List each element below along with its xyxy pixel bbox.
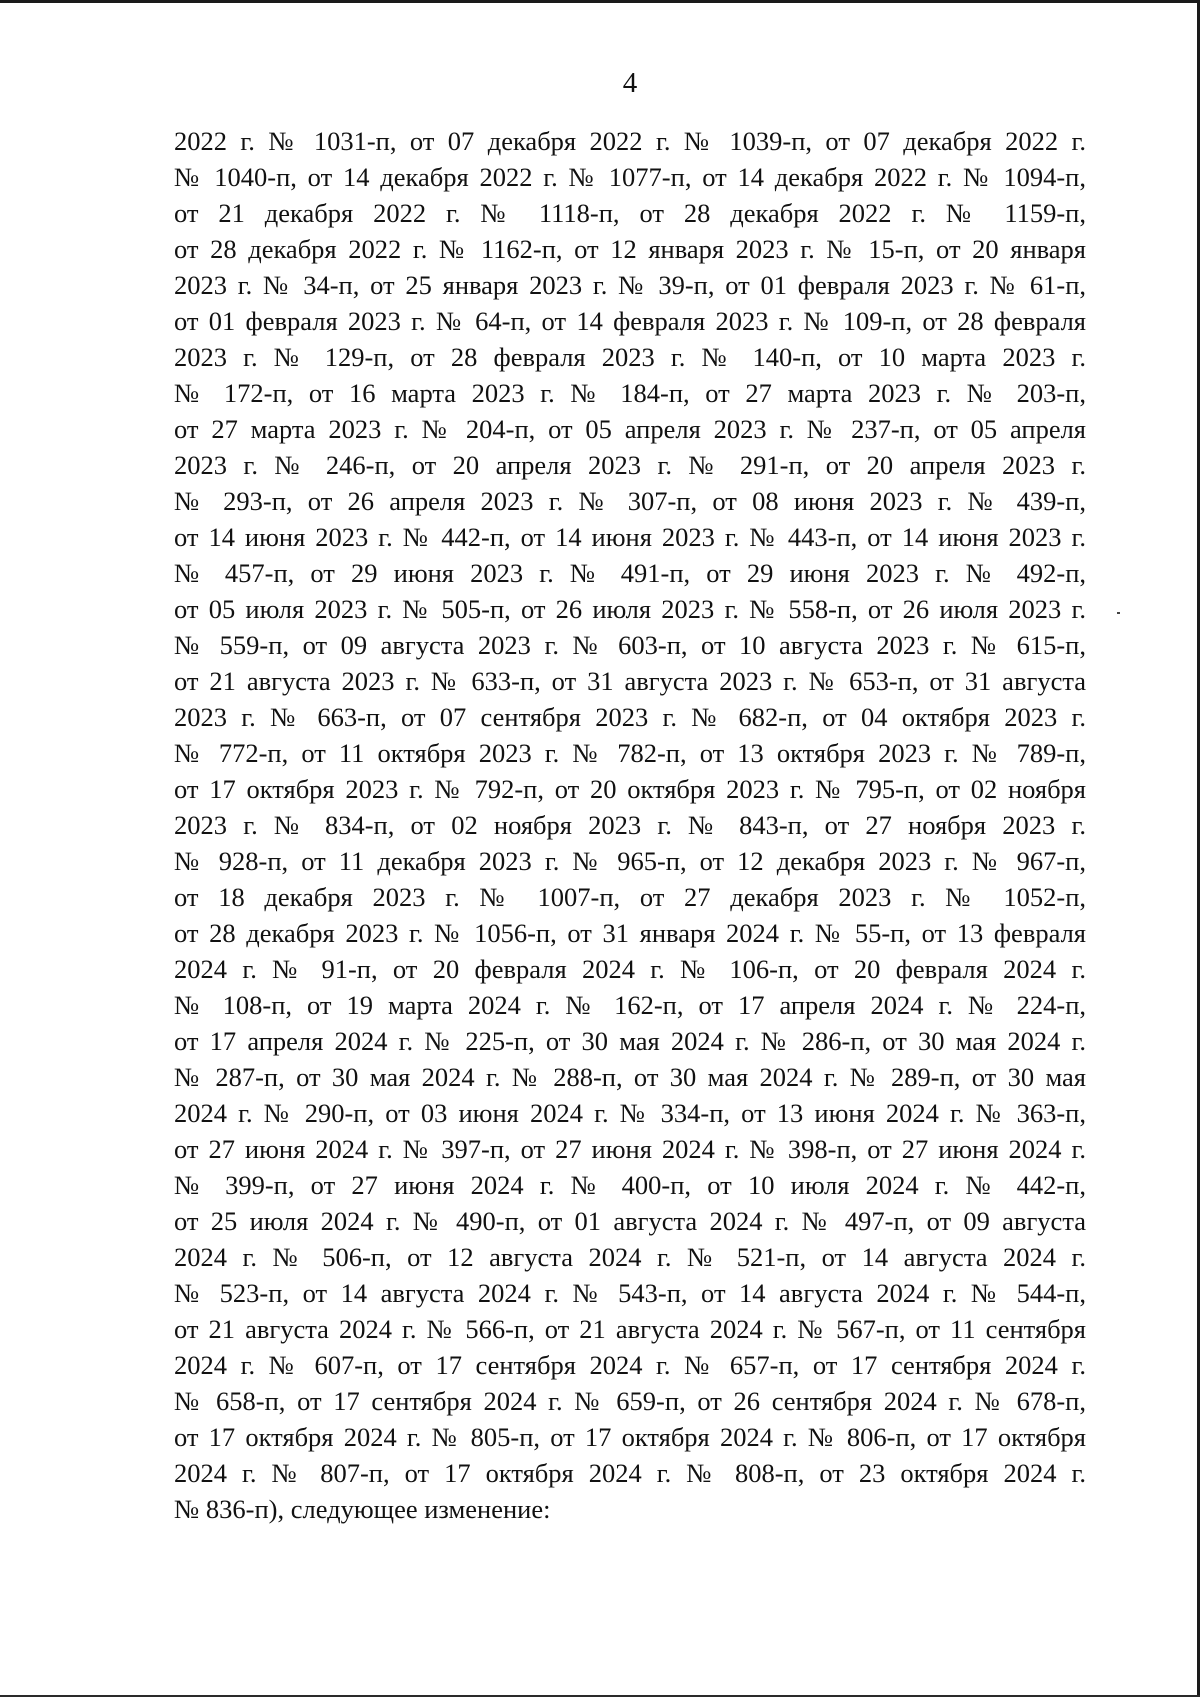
text-line: от 21 августа 2023 г. № 633-п, от 31 августа 2023 г. № 653-п, от 31 августа (174, 666, 1086, 696)
text-line: № 658-п, от 17 сентября 2024 г. № 659-п, от 26 сентября 2024 г. № 678-п, (174, 1386, 1086, 1416)
text-line: № 399-п, от 27 июня 2024 г. № 400-п, от 10 июля 2024 г. № 442-п, (174, 1170, 1086, 1200)
page-number: 4 (622, 67, 638, 99)
text-line: № 287-п, от 30 мая 2024 г. № 288-п, от 30 мая 2024 г. № 289-п, от 30 мая (174, 1062, 1086, 1092)
text-line: 2023 г. № 834-п, от 02 ноября 2023 г. № 843-п, от 27 ноября 2023 г. (174, 810, 1086, 840)
text-line: 2024 г. № 807-п, от 17 октября 2024 г. № 808-п, от 23 октября 2024 г. (174, 1458, 1086, 1488)
text-line: от 17 октября 2023 г. № 792-п, от 20 октября 2023 г. № 795-п, от 02 ноября (174, 774, 1086, 804)
text-line-last: № 836-п), следующее изменение: (174, 1494, 551, 1524)
text-line: от 25 июля 2024 г. № 490-п, от 01 августа 2024 г. № 497-п, от 09 августа (174, 1206, 1086, 1236)
text-line: № 457-п, от 29 июня 2023 г. № 491-п, от 29 июня 2023 г. № 492-п, (174, 558, 1086, 588)
text-line: от 27 июня 2024 г. № 397-п, от 27 июня 2024 г. № 398-п, от 27 июня 2024 г. (174, 1134, 1086, 1164)
text-line: 2023 г. № 663-п, от 07 сентября 2023 г. № 682-п, от 04 октября 2023 г. (174, 702, 1086, 732)
scan-speck (1117, 612, 1120, 614)
text-line: № 108-п, от 19 марта 2024 г. № 162-п, от 17 апреля 2024 г. № 224-п, (174, 990, 1086, 1020)
text-line: 2024 г. № 91-п, от 20 февраля 2024 г. № 106-п, от 20 февраля 2024 г. (174, 954, 1086, 984)
text-line: № 559-п, от 09 августа 2023 г. № 603-п, от 10 августа 2023 г. № 615-п, (174, 630, 1086, 660)
text-line: 2024 г. № 506-п, от 12 августа 2024 г. № 521-п, от 14 августа 2024 г. (174, 1242, 1086, 1272)
text-line: 2024 г. № 607-п, от 17 сентября 2024 г. № 657-п, от 17 сентября 2024 г. (174, 1350, 1086, 1380)
text-line: 2023 г. № 246-п, от 20 апреля 2023 г. № 291-п, от 20 апреля 2023 г. (174, 450, 1086, 480)
text-line: от 17 апреля 2024 г. № 225-п, от 30 мая 2024 г. № 286-п, от 30 мая 2024 г. (174, 1026, 1086, 1056)
text-line: от 28 декабря 2022 г. № 1162-п, от 12 января 2023 г. № 15-п, от 20 января (174, 234, 1086, 264)
text-line: 2023 г. № 129-п, от 28 февраля 2023 г. № 140-п, от 10 марта 2023 г. (174, 342, 1086, 372)
text-line: от 27 марта 2023 г. № 204-п, от 05 апреля 2023 г. № 237-п, от 05 апреля (174, 414, 1086, 444)
text-line: от 01 февраля 2023 г. № 64-п, от 14 февраля 2023 г. № 109-п, от 28 февраля (174, 306, 1086, 336)
text-line: от 14 июня 2023 г. № 442-п, от 14 июня 2023 г. № 443-п, от 14 июня 2023 г. (174, 522, 1086, 552)
text-line: 2022 г. № 1031-п, от 07 декабря 2022 г. № 1039-п, от 07 декабря 2022 г. (174, 126, 1086, 156)
text-line: от 17 октября 2024 г. № 805-п, от 17 октября 2024 г. № 806-п, от 17 октября (174, 1422, 1086, 1452)
text-line: 2024 г. № 290-п, от 03 июня 2024 г. № 334-п, от 13 июня 2024 г. № 363-п, (174, 1098, 1086, 1128)
text-line: № 293-п, от 26 апреля 2023 г. № 307-п, от 08 июня 2023 г. № 439-п, (174, 486, 1086, 516)
text-line: от 18 декабря 2023 г. № 1007-п, от 27 декабря 2023 г. № 1052-п, (174, 882, 1086, 912)
text-line: № 172-п, от 16 марта 2023 г. № 184-п, от 27 марта 2023 г. № 203-п, (174, 378, 1086, 408)
text-line: от 21 августа 2024 г. № 566-п, от 21 августа 2024 г. № 567-п, от 11 сентября (174, 1314, 1086, 1344)
text-line: 2023 г. № 34-п, от 25 января 2023 г. № 39-п, от 01 февраля 2023 г. № 61-п, (174, 270, 1086, 300)
scan-edge-top (0, 0, 1200, 3)
text-line: № 523-п, от 14 августа 2024 г. № 543-п, от 14 августа 2024 г. № 544-п, (174, 1278, 1086, 1308)
text-line: № 1040-п, от 14 декабря 2022 г. № 1077-п, от 14 декабря 2022 г. № 1094-п, (174, 162, 1086, 192)
text-line: № 928-п, от 11 декабря 2023 г. № 965-п, от 12 декабря 2023 г. № 967-п, (174, 846, 1086, 876)
text-line: от 28 декабря 2023 г. № 1056-п, от 31 января 2024 г. № 55-п, от 13 февраля (174, 918, 1086, 948)
text-line: от 21 декабря 2022 г. № 1118-п, от 28 декабря 2022 г. № 1159-п, (174, 198, 1086, 228)
text-line: от 05 июля 2023 г. № 505-п, от 26 июля 2023 г. № 558-п, от 26 июля 2023 г. (174, 594, 1086, 624)
text-line: № 772-п, от 11 октября 2023 г. № 782-п, от 13 октября 2023 г. № 789-п, (174, 738, 1086, 768)
document-body (174, 123, 1086, 1527)
